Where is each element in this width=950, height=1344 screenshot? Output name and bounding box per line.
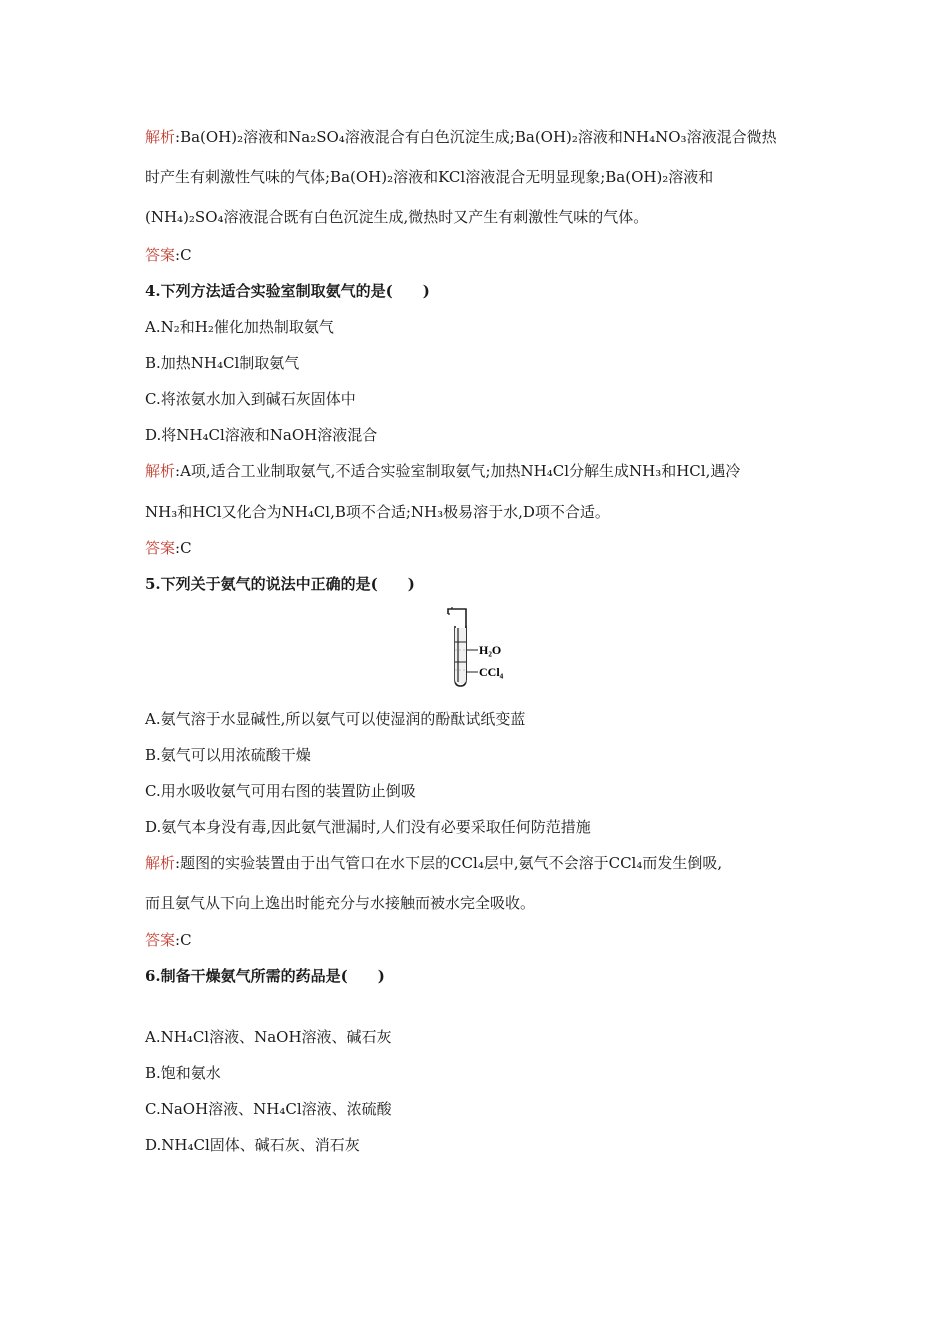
question-5-option-b bbox=[145, 745, 311, 765]
line-text: :题图的实验装置由于出气管口在水下层的CCl₄层中,氨气不会溶于CCl₄而发生倒吸, bbox=[175, 854, 723, 872]
question-4-option-b bbox=[145, 353, 299, 373]
line-text: D.氨气本身没有毒,因此氨气泄漏时,人们没有必要采取任何防范措施 bbox=[145, 818, 591, 836]
line-text: A.氨气溶于水显碱性,所以氨气可以使湿润的酚酞试纸变蓝 bbox=[145, 710, 526, 728]
analysis-3-line-3 bbox=[145, 207, 648, 227]
question-4-option-a bbox=[145, 317, 334, 337]
line-text: :Ba(OH)₂溶液和Na₂SO₄溶液混合有白色沉淀生成;Ba(OH)₂溶液和NH₄NO₃溶液混合微热 bbox=[175, 128, 777, 146]
ccl4-label: CCl₄ bbox=[479, 665, 504, 679]
line-text: B.饱和氨水 bbox=[145, 1064, 221, 1082]
answer-value: :C bbox=[175, 931, 192, 949]
line-text: C.NaOH溶液、NH₄Cl溶液、浓硫酸 bbox=[145, 1100, 392, 1118]
line-text: D.NH₄Cl固体、碱石灰、消石灰 bbox=[145, 1136, 360, 1154]
answer-label: 答案 bbox=[145, 246, 176, 264]
water-label: H₂O bbox=[479, 643, 502, 657]
analysis-5-line-1 bbox=[145, 853, 722, 873]
line-text: 4.下列方法适合实验室制取氨气的是( ) bbox=[145, 282, 430, 300]
liquid-fill bbox=[455, 628, 466, 684]
answer-3 bbox=[145, 245, 192, 265]
question-6-option-b bbox=[145, 1063, 221, 1083]
question-6-stem bbox=[145, 966, 385, 986]
question-5-stem bbox=[145, 574, 415, 594]
line-text: C.用水吸收氨气可用右图的装置防止倒吸 bbox=[145, 782, 416, 800]
line-text: D.将NH₄Cl溶液和NaOH溶液混合 bbox=[145, 426, 378, 444]
test-tube-figure bbox=[440, 606, 520, 690]
line-text: A.N₂和H₂催化加热制取氨气 bbox=[145, 318, 334, 336]
question-5-option-c bbox=[145, 781, 416, 801]
analysis-3-line-2 bbox=[145, 167, 713, 187]
line-text: 6.制备干燥氨气所需的药品是( ) bbox=[145, 967, 385, 985]
line-text: 时产生有刺激性气味的气体;Ba(OH)₂溶液和KCl溶液混合无明显现象;Ba(OH)₂溶液和 bbox=[145, 168, 714, 186]
question-5-option-a bbox=[145, 709, 525, 729]
line-text: :A项,适合工业制取氨气,不适合实验室制取氨气;加热NH₄Cl分解生成NH₃和HCl,遇冷 bbox=[175, 462, 741, 480]
question-6-option-a bbox=[145, 1027, 392, 1047]
question-4-option-d bbox=[145, 425, 377, 445]
answer-label: 答案 bbox=[145, 539, 176, 557]
line-text: NH₃和HCl又化合为NH₄Cl,B项不合适;NH₃极易溶于水,D项不合适。 bbox=[145, 503, 610, 521]
line-text: B.加热NH₄Cl制取氨气 bbox=[145, 354, 300, 372]
analysis-4-line-2 bbox=[145, 502, 610, 522]
analysis-3-line-1 bbox=[145, 127, 777, 147]
line-text: 而且氨气从下向上逸出时能充分与水接触而被水完全吸收。 bbox=[145, 894, 536, 912]
answer-value: :C bbox=[175, 246, 192, 264]
line-text: 5.下列关于氨气的说法中正确的是( ) bbox=[145, 575, 415, 593]
question-4-option-c bbox=[145, 389, 356, 409]
line-text: C.将浓氨水加入到碱石灰固体中 bbox=[145, 390, 356, 408]
answer-4 bbox=[145, 538, 192, 558]
line-text: B.氨气可以用浓硫酸干燥 bbox=[145, 746, 311, 764]
analysis-4-line-1 bbox=[145, 461, 740, 481]
line-text: A.NH₄Cl溶液、NaOH溶液、碱石灰 bbox=[145, 1028, 392, 1046]
analysis-label: 解析 bbox=[145, 128, 176, 146]
analysis-label: 解析 bbox=[145, 462, 176, 480]
answer-value: :C bbox=[175, 539, 192, 557]
question-6-option-c bbox=[145, 1099, 392, 1119]
question-6-option-d bbox=[145, 1135, 360, 1155]
question-4-stem bbox=[145, 281, 430, 301]
question-5-option-d bbox=[145, 817, 591, 837]
answer-label: 答案 bbox=[145, 931, 176, 949]
answer-5 bbox=[145, 930, 192, 950]
analysis-label: 解析 bbox=[145, 854, 176, 872]
analysis-5-line-2 bbox=[145, 893, 535, 913]
line-text: (NH₄)₂SO₄溶液混合既有白色沉淀生成,微热时又产生有刺激性气味的气体。 bbox=[145, 208, 649, 226]
